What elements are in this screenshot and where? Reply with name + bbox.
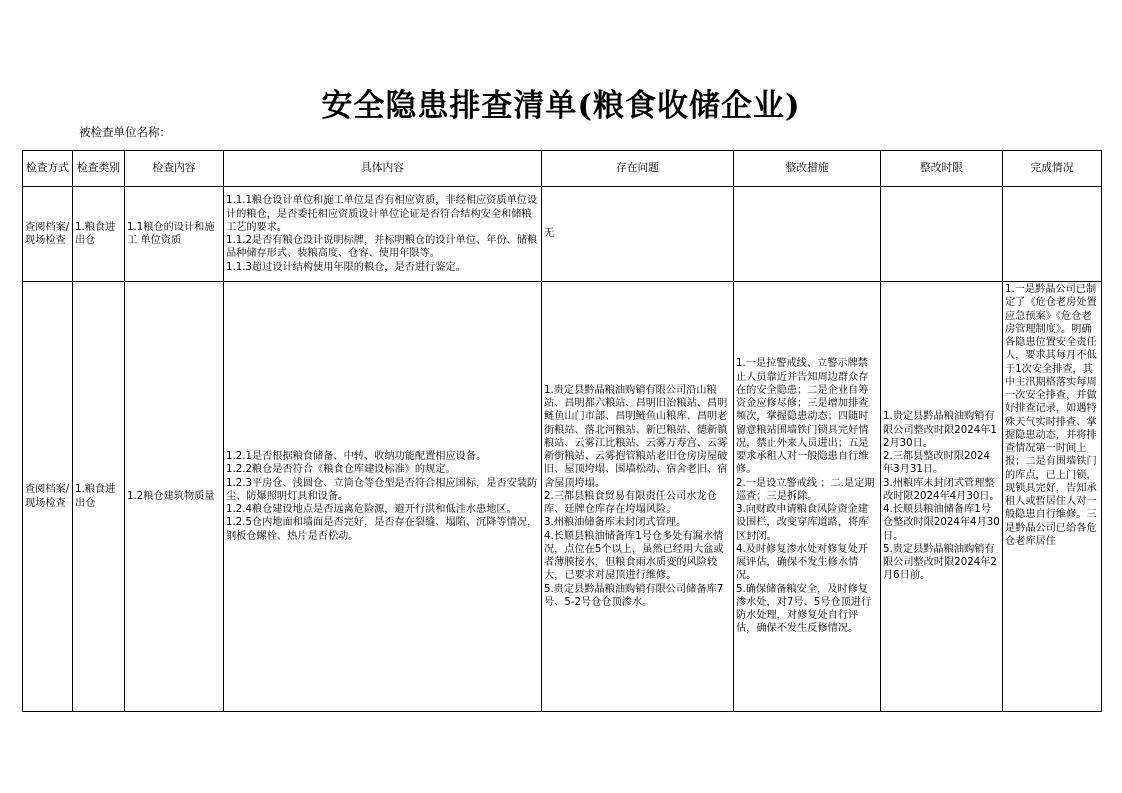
cell-item: 1.1粮仓的设计和施工 单位资质 xyxy=(125,187,224,282)
header-item: 检查内容 xyxy=(125,151,224,187)
deadline-line: 4.长顺县粮油储备库1号仓整改时限2024年4月30日。 xyxy=(883,504,1000,542)
deadline-line: 3.州粮库未封闭式管理整改时限2024年4月30日。 xyxy=(883,477,1000,502)
header-method: 检查方式 xyxy=(23,151,73,187)
problem-line: 1.贵定县黔晶粮油购销有限公司沿山粮站、昌明都六粮站、昌明旧治粮站、昌明鲢鱼山门市部、昌明鲢鱼山粮库、昌明老街粮站、落北河粮站、新巴粮站、德新镇粮站、云雾江比粮站、云雾万寿宫、云雾新街粮站、云雾抱管粮站老旧仓房房屋破旧、屋顶垮塌、围墙松动、宿舍老旧、宿舍屋顶垮塌。 xyxy=(544,384,728,489)
inspection-table xyxy=(22,150,1102,712)
problem-line: 2.三都县粮食贸易有限责任公司水龙仓库、廷牌仓库存在垮塌风险。 xyxy=(544,490,717,516)
header-completion: 完成情况 xyxy=(1003,151,1102,187)
problem-line: 5.贵定县黔晶粮油购销有限公司储备库7号、5-2号仓仓顶渗水。 xyxy=(544,583,724,608)
cell-item: 1.2粮仓建筑物质量 xyxy=(125,282,224,712)
inspected-unit-label: 被检查单位名称： xyxy=(79,125,171,139)
cell-completion xyxy=(1003,187,1102,282)
table-row xyxy=(23,187,1102,282)
detail-line: 1.2.4粮仓建设地点是否远离危险源，避开行洪和低洼水患地区。 xyxy=(226,504,517,516)
cell-category: 1.粮食进出仓 xyxy=(73,187,125,282)
cell-measures xyxy=(734,282,881,712)
header-problems: 存在问题 xyxy=(542,151,734,187)
cell-method: 查阅档案/现场检查 xyxy=(23,282,73,712)
header-row xyxy=(23,151,1102,187)
deadline-line: 1.贵定县黔晶粮油购销有限公司整改时限2024年12月30日。 xyxy=(883,411,997,449)
cell-problems xyxy=(542,282,734,712)
measure-line: 4.及时修复渗水处对修复处开展评估，确保不发生修水情况。 xyxy=(736,543,868,582)
measure-line: 5.确保储备粮安全，及时修复渗水处，对7号、5号仓顶进行防水处理，对修复处自行评估，确保不发生反修情况。 xyxy=(736,583,872,635)
header-deadline: 整改时限 xyxy=(881,151,1003,187)
deadline-line: 2.三都县整改时限2024年3月31日。 xyxy=(883,451,990,476)
problem-line: 4.长顺县粮油储备库1号仓多处有漏水情况，点位在5个以上，虽然已经用大盆或者薄膜接水，但粮食雨水质变的风险较大，已要求对屋顶进行维修。 xyxy=(544,530,724,582)
cell-problems xyxy=(542,187,734,282)
detail-line: 1.1.2是否有粮仓设计说明标牌，并标明粮仓的设计单位、年份、储粮品种储存形式、装粮高度、仓容、使用年限等。 xyxy=(226,235,538,260)
detail-line: 1.2.5仓内地面和墙面是否完好，是否存在裂缝、塌陷、沉降等情况，钢板仓螺栓、热片是否松动。 xyxy=(226,517,538,542)
cell-completion xyxy=(1003,282,1102,712)
header-details: 具体内容 xyxy=(224,151,542,187)
cell-category: 1.粮食进出仓 xyxy=(73,282,125,712)
cell-details xyxy=(224,282,542,712)
table-row xyxy=(23,282,1102,712)
header-measures: 整改措施 xyxy=(734,151,881,187)
cell-details xyxy=(224,187,542,282)
detail-line: 1.1.1粮仓设计单位和施工单位是否有相应资质，非经相应资质单位设计的粮仓，是否委托相应资质设计单位论证是否符合结构安全和储粮工艺的要求。 xyxy=(226,195,538,233)
completion-line: 1.一是黔晶公司已制定了《危仓老房处置应急预案》《危仓老房管理制度》。明确各隐患位置安全责任人，要求其每月不低于1次安全排查，其中主汛期格落实每周一次安全排查，并做好排查记录，如遇特殊天气实时排查、掌握隐患动态，并将排查情况第一时间上报；二是有围墙铁门的库点，已上门锁，现锁具完好，告知承租人或暂居住人对一般隐患自行维修。三是黔晶公司已给各危仓老库居住 xyxy=(1005,284,1097,547)
detail-line: 1.2.3平房仓、浅圆仓、立筒仓等仓型是否符合相应国标，是否安装防尘、防爆照明灯具和设备。 xyxy=(226,477,538,502)
detail-line: 1.2.2粮仓是否符合《粮食仓库建设标准》的规定。 xyxy=(226,464,456,476)
cell-measures xyxy=(734,187,881,282)
cell-deadline xyxy=(881,187,1003,282)
detail-line: 1.2.1是否根据粮食储备、中转、收纳功能配置相应设备。 xyxy=(226,451,487,463)
page-title: 安全隐患排查清单(粮食收储企业) xyxy=(321,88,801,124)
deadline-line: 5.贵定县黔晶粮油购销有限公司整改时限2024年2月6日前。 xyxy=(883,543,997,582)
measure-line: 2.一是设立警戒线 ；二.是定期巡查；三是拆除。 xyxy=(736,477,875,502)
header-category: 检查类别 xyxy=(73,151,125,187)
measure-line: 1.一是拉警戒线、立警示牌禁止人员靠近并告知周边群众存在的安全隐患；二是企业自筹资金应修尽修；三是增加排查频次，掌握隐患动态；四随时留意粮站围墙铁门锁具完好情况，禁止外来人员进出；五是要求承租人对一般隐患自行维修。 xyxy=(736,358,869,476)
cell-method: 查阅档案/现场检查 xyxy=(23,187,73,282)
problem-line: 3.州粮油储备库未封闭式管理。 xyxy=(544,517,687,529)
detail-line: 1.1.3超过设计结构使用年限的粮仓，是否进行鉴定。 xyxy=(226,261,466,273)
problem-line: 无 xyxy=(544,228,555,240)
cell-deadline xyxy=(881,282,1003,712)
measure-line: 3.向财政申请粮食风险资金建设围栏，改变穿库道路，将库区封闭。 xyxy=(736,504,869,542)
